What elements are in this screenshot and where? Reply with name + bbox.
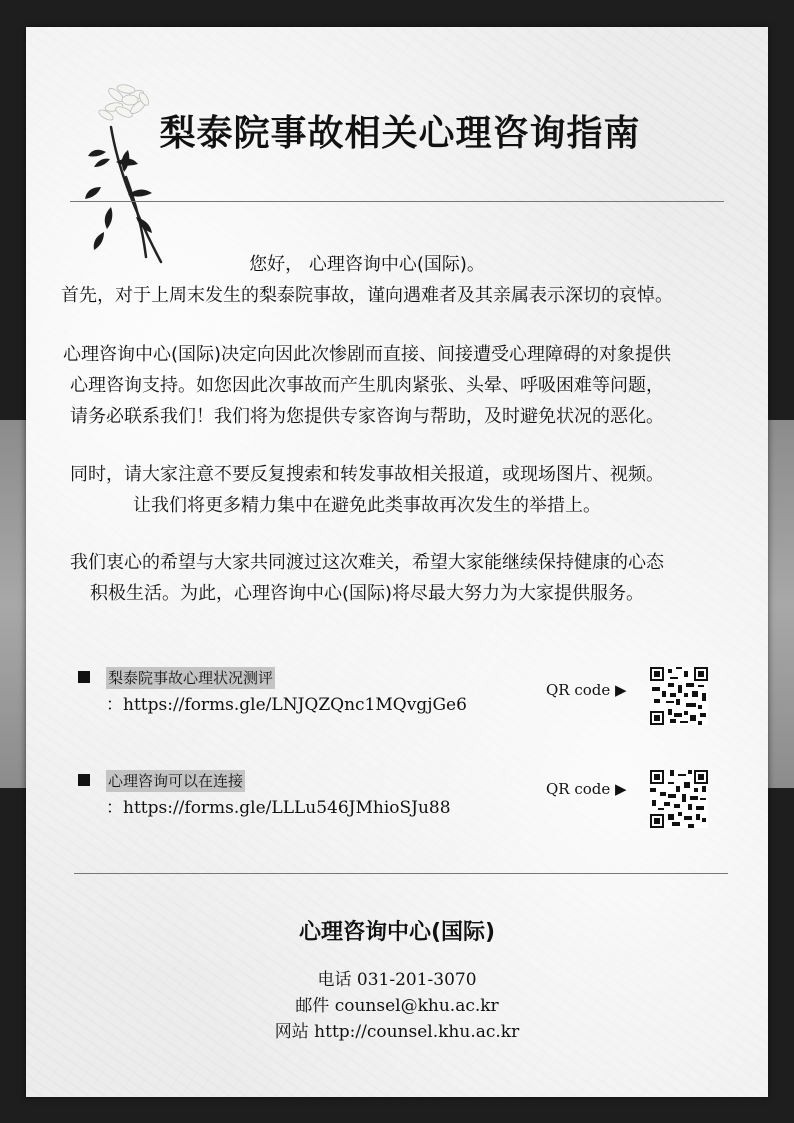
support-line-3: 请务必联系我们！我们将为您提供专家咨询与帮助，及时避免状况的恶化。: [70, 406, 664, 427]
counseling-qr-label: QR code ▶: [546, 780, 627, 798]
support-paragraph: [0, 339, 734, 432]
contact-website: 网站 http://counsel.khu.ac.kr: [274, 1022, 520, 1042]
square-bullet-icon: [78, 671, 90, 683]
assessment-qr-code-icon[interactable]: [650, 667, 708, 725]
counseling-link-url[interactable]: ：https://forms.gle/LLLu546JMhioSJu88: [106, 798, 451, 818]
center-name: 心理咨询中心(国际): [298, 920, 496, 945]
counseling-qr-code-icon[interactable]: [650, 770, 708, 828]
assessment-link-label: 梨泰院事故心理状况测评: [108, 669, 274, 687]
support-line-1: 心理咨询中心(国际)决定向因此次惨剧而直接、间接遭受心理障碍的对象提供: [62, 344, 672, 365]
notice-line-1: 同时，请大家注意不要反复搜索和转发事故相关报道，或现场图片、视频。: [70, 464, 664, 485]
title-divider: [70, 201, 724, 202]
square-bullet-icon: [78, 774, 90, 786]
footer-divider: [74, 873, 728, 874]
assessment-link-url[interactable]: ：https://forms.gle/LNJQZQnc1MQvgjGe6: [106, 695, 467, 715]
contact-phone: 电话 031-201-3070: [317, 970, 477, 990]
assessment-link-block: [78, 667, 718, 737]
greeting-line-2: 首先，对于上周末发生的梨泰院事故，谨向遇难者及其亲属表示深切的哀悼。: [61, 285, 673, 306]
notice-line-2: 让我们将更多精力集中在避免此类事故再次发生的举措上。: [133, 495, 601, 516]
notice-paper: [26, 27, 768, 1097]
closing-line-2: 积极生活。为此，心理咨询中心(国际)将尽最大努力为大家提供服务。: [89, 583, 645, 604]
page-title: 梨泰院事故相关心理咨询指南: [159, 112, 641, 154]
notice-paragraph: [0, 459, 734, 521]
closing-line-1: 我们衷心的希望与大家共同渡过这次难关，希望大家能继续保持健康的心态: [70, 552, 664, 573]
contact-email: 邮件 counsel@khu.ac.kr: [295, 996, 499, 1016]
closing-paragraph: [0, 547, 734, 609]
greeting-paragraph: [0, 249, 734, 311]
support-line-2: 心理咨询支持。如您因此次事故而产生肌肉紧张、头晕、呼吸困难等问题，: [70, 375, 664, 396]
assessment-qr-label: QR code ▶: [546, 681, 627, 699]
greeting-line-1: 您好， 心理咨询中心(国际)。: [249, 254, 485, 275]
counseling-link-label: 心理咨询可以在连接: [108, 772, 244, 790]
counseling-link-block: [78, 770, 718, 840]
chrysanthemum-icon: [66, 67, 176, 267]
